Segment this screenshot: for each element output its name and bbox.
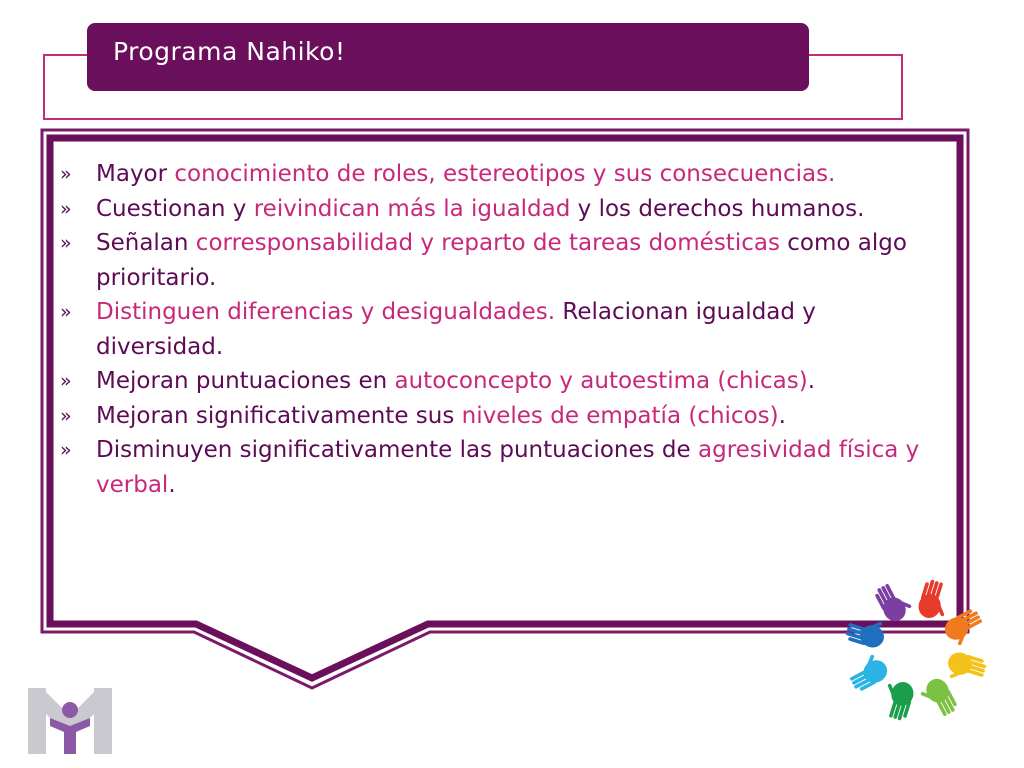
page-title: Programa Nahiko! [113,37,346,66]
handprint-icon [844,612,889,650]
handprint-icon [943,650,988,688]
handprint-icon [878,677,916,722]
bullet-item [60,295,950,364]
bullet-text: Mayor [96,161,175,187]
bullet-marker: » [60,370,72,392]
bullet-text: . [168,471,176,498]
bullet-item [60,157,950,192]
bullet-text: Cuestionan y [96,195,254,222]
bullet-text: . [778,402,786,429]
handprint-icon [873,578,916,625]
bullet-text: como algo prioritario. [96,230,907,291]
highlight-text: corresponsabilidad y reparto de tareas domésticas [195,230,780,256]
handprint-icon [941,607,988,650]
bullet-marker: » [60,301,72,323]
handprint-icon [917,675,960,722]
bullet-item [60,226,950,295]
highlight-text: reivindican más la igualdad [253,195,571,222]
bullet-text: . [807,368,815,394]
handprint-icon [844,651,891,694]
bullet-item [60,192,950,227]
bullet-text: Mejoran puntuaciones en [96,368,395,394]
highlight-text: autoconcepto y autoestima (chicas) [394,368,808,394]
bullet-text: y los derechos humanos. [570,195,865,222]
bullet-marker: » [60,163,72,185]
bullet-item [60,433,950,502]
handprint-icon [916,578,954,623]
highlight-text: niveles de empatía (chicos) [461,402,779,429]
bullet-text: Disminuyen significativamente las puntuaciones de [96,437,698,463]
bullet-text: Señalan [96,230,196,256]
bullet-marker: » [60,439,72,461]
highlight-text: agresividad física y verbal [96,437,920,498]
highlight-text: Distinguen diferencias y desigualdades. [96,299,556,325]
bullet-item [60,399,950,434]
people-arch-logo-icon [28,688,118,758]
bullet-marker: » [60,232,72,254]
bullet-text: Mejoran significativamente sus [96,402,462,429]
bullet-text: Relacionan igualdad y diversidad. [96,299,816,360]
highlight-text: conocimiento de roles, estereotipos y sus consecuencias. [174,161,836,187]
bullet-marker: » [60,404,72,427]
bullet-item [60,364,950,399]
bullet-list [60,157,950,502]
bullet-marker: » [60,197,72,220]
colorful-handprints-circle-icon [826,560,1006,740]
